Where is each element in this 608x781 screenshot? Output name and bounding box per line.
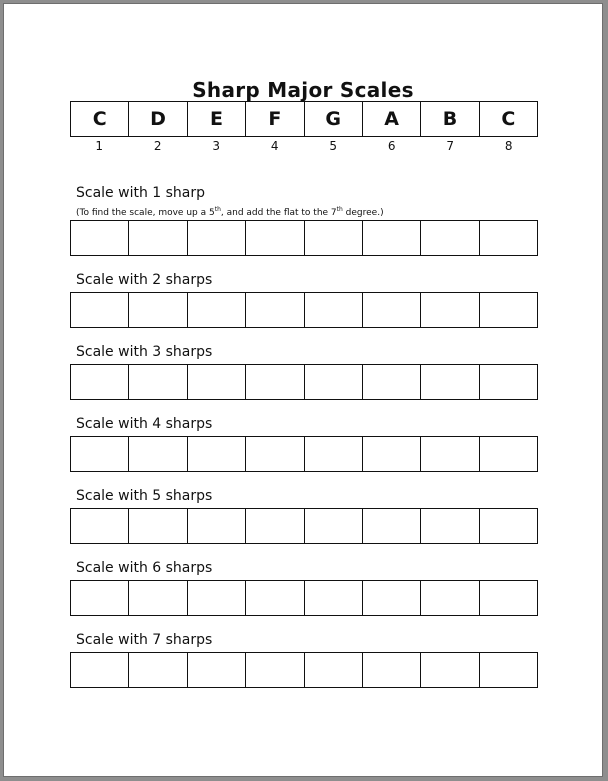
answer-box[interactable] [362,581,420,615]
answer-box[interactable] [420,653,478,687]
answer-box[interactable] [128,293,186,327]
answer-box[interactable] [245,293,303,327]
degree-number: 8 [504,139,513,153]
answer-box[interactable] [187,437,245,471]
note-cell [420,102,478,136]
answer-box[interactable] [187,509,245,543]
answer-box[interactable] [479,437,538,471]
answer-box[interactable] [420,365,478,399]
answer-box[interactable] [304,221,362,255]
answer-box[interactable] [304,293,362,327]
answer-box[interactable] [420,581,478,615]
answer-box[interactable] [362,365,420,399]
answer-box[interactable] [304,581,362,615]
answer-box[interactable] [245,581,303,615]
scale-hint: (To find the scale, move up a 5th, and add the flat to the 7th degree.) [76,206,384,218]
scale-label-2-sharps: Scale with 2 sharps [76,272,213,288]
answer-box[interactable] [479,653,538,687]
answer-box[interactable] [362,221,420,255]
note-letter: C [501,108,516,130]
answer-box[interactable] [420,221,478,255]
answer-box[interactable] [70,365,128,399]
worksheet-page [3,3,603,777]
scale-label-5-sharps: Scale with 5 sharps [76,488,213,504]
note-letter: D [150,108,166,130]
note-cell [70,102,128,136]
answer-box[interactable] [187,365,245,399]
answer-box[interactable] [187,293,245,327]
answer-box[interactable] [479,509,538,543]
scale-label-3-sharps: Scale with 3 sharps [76,344,213,360]
degree-number: 7 [446,139,455,153]
answer-row-4-sharps [70,436,538,472]
answer-box[interactable] [479,293,538,327]
scale-label-6-sharps: Scale with 6 sharps [76,560,213,576]
answer-box[interactable] [420,509,478,543]
note-cell [362,102,420,136]
answer-box[interactable] [70,509,128,543]
note-cell [479,102,538,136]
note-letter: B [442,108,458,130]
answer-box[interactable] [479,221,538,255]
answer-box[interactable] [479,581,538,615]
answer-box[interactable] [304,437,362,471]
answer-box[interactable] [187,581,245,615]
degree-number: 4 [270,139,279,153]
note-letter: C [92,108,107,130]
answer-box[interactable] [128,221,186,255]
answer-row-5-sharps [70,508,538,544]
answer-box[interactable] [362,509,420,543]
answer-box[interactable] [128,365,186,399]
answer-box[interactable] [70,221,128,255]
note-letter: G [325,108,341,130]
answer-box[interactable] [420,437,478,471]
reference-scale-row [70,101,538,137]
answer-box[interactable] [187,221,245,255]
note-cell [187,102,245,136]
answer-row-7-sharps [70,652,538,688]
answer-box[interactable] [245,221,303,255]
answer-box[interactable] [304,365,362,399]
answer-box[interactable] [245,437,303,471]
answer-box[interactable] [70,437,128,471]
answer-box[interactable] [70,653,128,687]
note-cell [304,102,362,136]
note-cell [128,102,186,136]
answer-box[interactable] [304,653,362,687]
answer-box[interactable] [245,509,303,543]
note-letter: A [384,108,399,130]
scale-label-7-sharps: Scale with 7 sharps [76,632,213,648]
answer-box[interactable] [187,653,245,687]
degree-number: 1 [95,139,104,153]
note-letter: E [209,108,223,130]
degree-number: 5 [329,139,338,153]
answer-row-3-sharps [70,364,538,400]
answer-box[interactable] [362,437,420,471]
scale-label-4-sharps: Scale with 4 sharps [76,416,213,432]
answer-box[interactable] [128,437,186,471]
answer-box[interactable] [70,581,128,615]
answer-box[interactable] [362,293,420,327]
answer-box[interactable] [128,509,186,543]
answer-row-6-sharps [70,580,538,616]
answer-row-2-sharps [70,292,538,328]
answer-box[interactable] [420,293,478,327]
answer-row-1-sharp [70,220,538,256]
degree-number: 3 [212,139,221,153]
note-letter: F [268,108,282,130]
answer-box[interactable] [245,365,303,399]
answer-box[interactable] [128,581,186,615]
answer-box[interactable] [362,653,420,687]
answer-box[interactable] [304,509,362,543]
answer-box[interactable] [128,653,186,687]
scale-degree-numbers [70,139,538,153]
note-cell [245,102,303,136]
degree-number: 2 [153,139,162,153]
answer-box[interactable] [70,293,128,327]
worksheet-title: Sharp Major Scales [192,78,414,102]
degree-number: 6 [387,139,396,153]
answer-box[interactable] [479,365,538,399]
answer-box[interactable] [245,653,303,687]
scale-label-1-sharp: Scale with 1 sharp [76,185,206,201]
